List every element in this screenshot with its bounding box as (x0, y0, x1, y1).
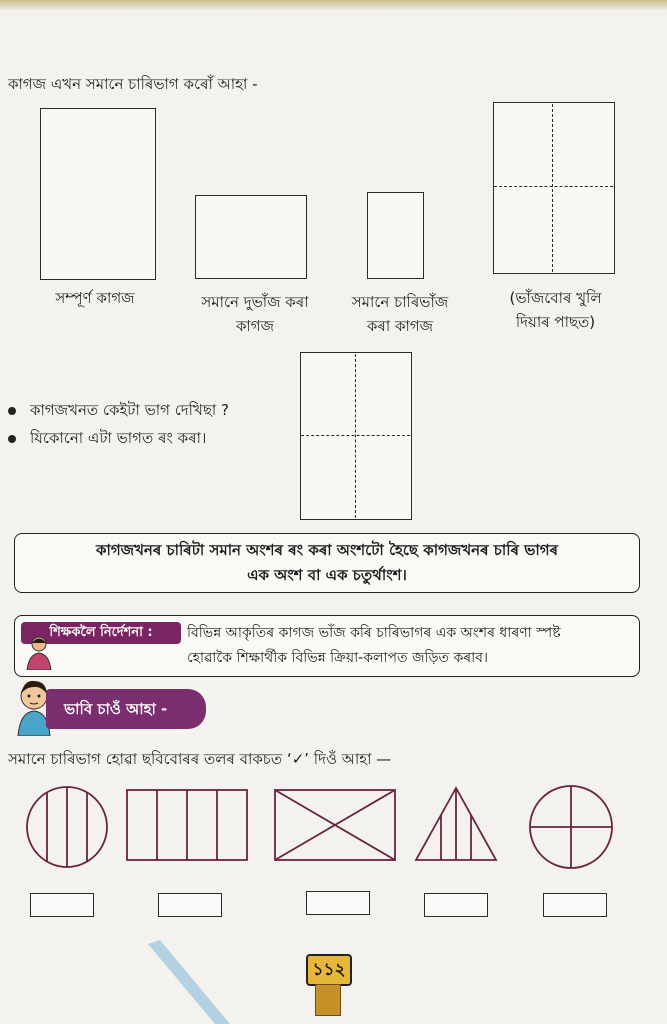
triangle-vertical-lines-shape (416, 788, 496, 860)
half-folded-paper (195, 195, 307, 279)
caption-unfolded-paper: (ভাঁজবোৰ খুলি দিয়াৰ পাছত) (509, 289, 602, 331)
think-banner: ভাবি চাওঁ আহা - (46, 689, 206, 729)
unfolded-vertical-fold (552, 104, 553, 272)
exercise-shapes (0, 780, 667, 890)
answer-box-2[interactable] (158, 893, 222, 917)
answer-box-4[interactable] (424, 893, 488, 917)
teacher-note-label: শিক্ষকলৈ নিৰ্দেশনা : (21, 622, 181, 644)
bullet-icon (8, 407, 16, 415)
page-number-tab (315, 984, 341, 1016)
answer-box-5[interactable] (543, 893, 607, 917)
caption-whole-paper: সম্পূৰ্ণ কাগজ (55, 289, 135, 307)
page-number: ১১২ (306, 954, 352, 986)
definition-line-2: এক অংশ বা এক চতুৰ্থাংশ। (247, 566, 407, 584)
unfolded-paper (493, 102, 615, 274)
definition-line-1: কাগজখনৰ চাৰিটা সমান অংশৰ ৰং কৰা অংশটো হৈছে কাগজখনৰ চাৰি ভাগৰ (95, 541, 559, 559)
exercise-instruction: সমানে চাৰিভাগ হোৱা ছবিবোৰৰ তলৰ বাকচত ‘✓’ দিওঁ আহা — (8, 750, 392, 768)
paper-vertical-fold (355, 354, 356, 518)
page-top-edge (0, 0, 667, 10)
colored-part-paper (300, 352, 412, 520)
whole-paper (40, 108, 156, 280)
paper-horizontal-fold (301, 435, 410, 436)
caption-half-paper: সমানে দুভাঁজ কৰা কাগজ (201, 293, 309, 335)
definition-box (14, 533, 640, 593)
rectangle-diagonals-shape (275, 790, 395, 860)
rectangle-four-columns-shape (127, 790, 247, 860)
circle-vertical-lines-shape (27, 787, 107, 867)
bullet-icon (8, 435, 16, 443)
bullet-item: যিকোনো এটা ভাগত ৰং কৰা। (8, 428, 206, 448)
corner-decoration (120, 940, 240, 1024)
unfolded-horizontal-fold (494, 186, 613, 187)
teacher-icon (23, 634, 55, 670)
teacher-note-text: বিভিন্ন আকৃতিৰ কাগজ ভাঁজ কৰি চাৰিভাগৰ এক অংশৰ ধাৰণা স্পষ্ট হোৱাকৈ শিক্ষাৰ্থীক বিভিন্ন ক্ৰিয়া-কলাপত জড়িত কৰাব। (187, 625, 561, 666)
answer-box-1[interactable] (30, 893, 94, 917)
caption-quarter-paper: সমানে চাৰিভাঁজ কৰা কাগজ (351, 293, 449, 335)
answer-box-3[interactable] (306, 891, 370, 915)
teacher-note-box (14, 615, 640, 677)
intro-text: কাগজ এখন সমানে চাৰিভাগ কৰোঁ আহা - (8, 75, 258, 93)
circle-quartered-shape (530, 786, 612, 868)
bullet-item: কাগজখনত কেইটা ভাগ দেখিছা ? (8, 400, 229, 420)
quarter-folded-paper (367, 192, 424, 279)
